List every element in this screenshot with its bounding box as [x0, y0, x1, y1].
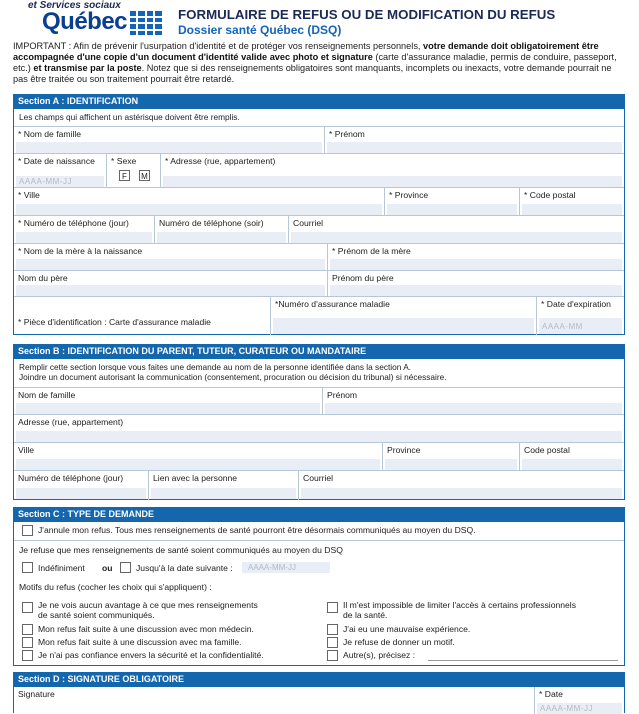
sex-field: * Sexe F M	[106, 154, 160, 188]
b-row-name	[14, 387, 624, 415]
reason-limit-access-label: Il m'est impossible de limiter l'accès à certains professionnels de la santé.	[343, 600, 577, 620]
until-date-checkbox[interactable]	[120, 562, 131, 573]
section-c-header: Section C : TYPE DE DEMANDE	[13, 507, 625, 521]
signature-field[interactable]: Signature	[18, 689, 55, 699]
mother-last-name-field[interactable]: * Nom de la mère à la naissance	[14, 244, 327, 271]
reason-limit-access-checkbox[interactable]	[327, 602, 338, 613]
sex-f-checkbox[interactable]: F	[119, 170, 130, 181]
father-last-name-field[interactable]: Nom du père	[14, 271, 327, 297]
form-subtitle: Dossier santé Québec (DSQ)	[178, 23, 342, 37]
reason-family-label: Mon refus fait suite à une discussion avec ma famille.	[38, 637, 242, 647]
b-email-field[interactable]: Courriel	[298, 471, 624, 500]
id-document-field: * Pièce d'identification : Carte d'assurance maladie	[18, 317, 211, 327]
b-postal-code-field[interactable]: Code postal	[519, 443, 624, 471]
email-field[interactable]: Courriel	[288, 216, 624, 244]
or-label: ou	[102, 563, 113, 573]
signature-date-field[interactable]: * Date AAAA-MM-JJ	[534, 687, 624, 714]
section-b	[13, 358, 625, 500]
expiration-date-field[interactable]: * Date d'expiration AAAA-MM	[536, 297, 624, 335]
reason-doctor-checkbox[interactable]	[22, 624, 33, 635]
cancel-refusal-label: J'annule mon refus. Tous mes renseignements de santé pourront être désormais communiqués au moyen du DSQ.	[38, 525, 476, 535]
ministry-name: et Services sociaux	[28, 0, 121, 11]
b-first-name-field[interactable]: Prénom	[322, 388, 624, 415]
reason-no-benefit-label: Je ne vois aucun avantage à ce que mes renseignements de santé soient communiqués.	[38, 600, 258, 620]
phone-evening-field[interactable]: Numéro de téléphone (soir)	[154, 216, 288, 244]
form-title: FORMULAIRE DE REFUS OU DE MODIFICATION DU REFUS	[178, 7, 556, 22]
reason-other-label: Autre(s), précisez :	[343, 650, 416, 660]
b-row-city	[14, 442, 624, 471]
important-notice: IMPORTANT : Afin de prévenir l'usurpation d'identité et de protéger vos renseignements personnels, votre demande doit obligatoirement être accompagnée d'une copie d'un document d'identité valide avec photo et signature (carte d'assurance maladie, permis de conduire, passeport, etc.) et transmise par la poste. Notez que si des renseignements obligatoires sont manquants, incomplets ou inexacts, votre demande pourrait ne pas être traitée ou son traitement pourrait être retardé.	[13, 41, 617, 84]
until-date-placeholder: AAAA-MM-JJ	[248, 563, 296, 572]
reason-family-checkbox[interactable]	[22, 637, 33, 648]
reason-doctor-label: Mon refus fait suite à une discussion avec mon médecin.	[38, 624, 254, 634]
father-first-name-field[interactable]: Prénom du père	[327, 271, 624, 297]
phone-day-field[interactable]: * Numéro de téléphone (jour)	[14, 216, 154, 244]
row-city	[14, 187, 624, 216]
row-father	[14, 270, 624, 297]
header	[0, 0, 639, 40]
first-name-field[interactable]: * Prénom	[324, 127, 624, 154]
until-date-label: Jusqu'à la date suivante :	[136, 563, 233, 573]
refuse-label: Je refuse que mes renseignements de santé soient communiqués au moyen du DSQ	[19, 545, 343, 555]
last-name-field[interactable]: * Nom de famille	[14, 127, 324, 154]
b-relationship-field[interactable]: Lien avec la personne	[148, 471, 298, 500]
section-b-note-1: Remplir cette section lorsque vous faites une demande au nom de la personne identifiée dans la section A.	[19, 362, 412, 372]
reason-no-trust-checkbox[interactable]	[22, 650, 33, 661]
reason-no-reason-label: Je refuse de donner un motif.	[343, 637, 455, 647]
section-d	[13, 686, 625, 713]
b-last-name-field[interactable]: Nom de famille	[14, 388, 322, 415]
city-field[interactable]: * Ville	[14, 188, 384, 216]
b-phone-field[interactable]: Numéro de téléphone (jour)	[14, 471, 148, 500]
reason-no-benefit-checkbox[interactable]	[22, 602, 33, 613]
section-b-note-2: Joindre un document autorisant la communication (consentement, procuration ou décision du tribunal) si nécessaire.	[19, 372, 447, 382]
reason-other-checkbox[interactable]	[327, 650, 338, 661]
row-mother	[14, 243, 624, 271]
birth-date-field[interactable]: * Date de naissance AAAA-MM-JJ	[14, 154, 106, 188]
quebec-logo-text: Québec	[42, 8, 128, 35]
b-row-phone	[14, 470, 624, 500]
section-a	[13, 108, 625, 335]
section-a-header: Section A : IDENTIFICATION	[13, 94, 625, 108]
postal-code-field[interactable]: * Code postal	[519, 188, 624, 216]
fleur-de-lys-flag-icon	[130, 11, 162, 35]
reason-bad-experience-checkbox[interactable]	[327, 624, 338, 635]
health-insurance-number-field[interactable]: *Numéro d'assurance maladie	[270, 297, 536, 335]
section-d-header: Section D : SIGNATURE OBLIGATOIRE	[13, 672, 625, 686]
indefinitely-label: Indéfiniment	[38, 563, 85, 573]
row-phone	[14, 215, 624, 244]
row-id	[14, 296, 624, 335]
address-field[interactable]: * Adresse (rue, appartement)	[160, 154, 624, 188]
section-b-header: Section B : IDENTIFICATION DU PARENT, TUTEUR, CURATEUR OU MANDATAIRE	[13, 344, 625, 358]
section-c	[13, 521, 625, 666]
b-row-address	[14, 414, 624, 443]
b-province-field[interactable]: Province	[382, 443, 519, 471]
b-city-field[interactable]: Ville	[14, 443, 382, 471]
reason-bad-experience-label: J'ai eu une mauvaise expérience.	[343, 624, 471, 634]
reason-other-input[interactable]	[428, 660, 618, 661]
row-name	[14, 126, 624, 154]
mother-first-name-field[interactable]: * Prénom de la mère	[327, 244, 624, 271]
row-birth	[14, 153, 624, 188]
b-address-field[interactable]: Adresse (rue, appartement)	[14, 415, 624, 443]
province-field[interactable]: * Province	[384, 188, 519, 216]
required-note: Les champs qui affichent un astérisque doivent être remplis.	[19, 112, 240, 122]
sex-m-checkbox[interactable]: M	[139, 170, 150, 181]
reason-no-trust-label: Je n'ai pas confiance envers la sécurité et la confidentialité.	[38, 650, 264, 660]
reasons-label: Motifs du refus (cocher les choix qui s'appliquent) :	[19, 582, 212, 592]
cancel-refusal-checkbox[interactable]	[22, 525, 33, 536]
reason-no-reason-checkbox[interactable]	[327, 637, 338, 648]
indefinitely-checkbox[interactable]	[22, 562, 33, 573]
